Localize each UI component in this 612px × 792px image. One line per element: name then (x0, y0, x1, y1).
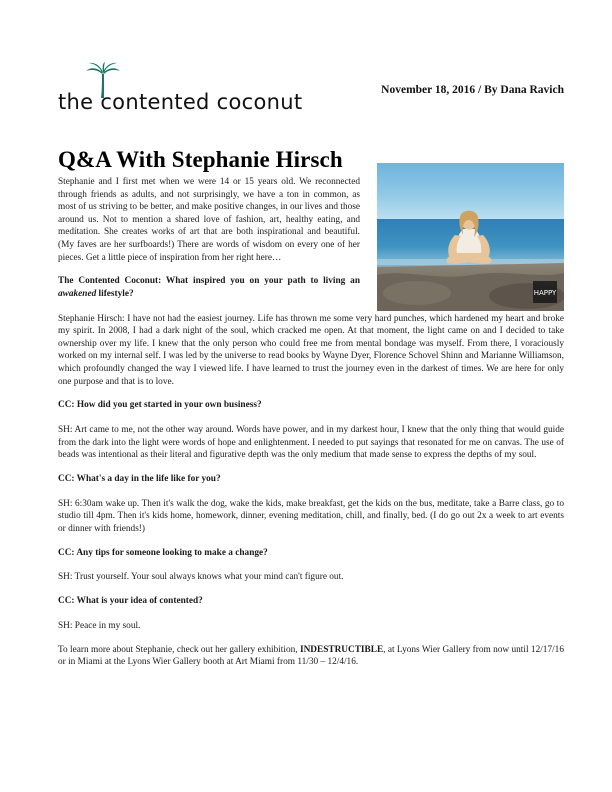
page-title: Q&A With Stephanie Hirsch (58, 147, 343, 173)
question-1-prefix: The Contented Coconut: What inspired you on your path to living an (58, 276, 360, 287)
question-2: CC: How did you get started in your own business? (58, 400, 262, 411)
closing-part-2: , at Lyons Wier Gallery from now until 12/17/16 or in Miami at the Lyons Wier Gallery booth at Art Miami from 11/30 – 12/4/16. (58, 644, 564, 668)
question-3: CC: What's a day in the life like for you? (58, 473, 221, 484)
svg-text:HAPPY: HAPPY (533, 289, 557, 297)
question-1 (58, 275, 360, 300)
answer-1: Stephanie Hirsch: I have not had the easiest journey. Life has thrown me some very hard punches, which hardened my heart and broke my spirit. In 2008, I had a dark night of the soul, which cracked me open. At that moment, the light came on and I decided to take ownership over my life. I knew that the only person who could free me from mental bondage was myself. From there, I voraciously worked on my internal self. I was led by the universe to read books by Wayne Dyer, Florence Schovel Shinn and Marianne Williamson, which profoundly changed the way I viewed life. I have learned to trust the journey even in the darkest of times. We are here for only one purpose and that is to love. (58, 313, 564, 387)
question-1-emphasis: awakened (58, 288, 97, 299)
exhibition-name: INDESTRUCTIBLE (299, 644, 384, 655)
site-header (58, 68, 564, 120)
intro-paragraph: Stephanie and I first met when we were 14 or 15 years old. We reconnected through friends as adults, and not surprisingly, we have a ton in common, as most of us striving to be better, and make positive changes, in our lives and those around us. Not to mention a shared love of fashion, art, healthy eating, and meditation. She creates works of art that are both inspirational and beautiful. (My faves are her surfboards!) There are words of wisdom on every one of her pieces. Get a little piece of inspiration from her right here… (58, 177, 360, 263)
question-4: CC: Any tips for someone looking to make a change? (58, 547, 268, 558)
closing-paragraph (58, 644, 564, 669)
question-1-suffix: lifestyle? (96, 288, 134, 299)
answer-3: SH: 6:30am wake up. Then it's walk the dog, wake the kids, make breakfast, get the kids on the bus, meditate, take a Barre class, go to studio till 4pm. Then it's kids home, homework, dinner, evening meditation, chill, and finally, bed. (I do go out 2x a week to art events or dinner with friends!) (58, 498, 564, 534)
answer-5: SH: Peace in my soul. (58, 620, 141, 631)
answer-4: SH: Trust yourself. Your soul always knows what your mind can't figure out. (58, 572, 344, 583)
article-byline: November 18, 2016 / By Dana Ravich (381, 84, 564, 96)
question-5: CC: What is your idea of contented? (58, 596, 203, 607)
answer-2: SH: Art came to me, not the other way around. Words have power, and in my darkest hour, I knew that the only thing that would guide from the dark into the light were words of hope and enlightenment. I needed to put sayings that resonated for me on canvas. The use of beads was intentional as their literal and figurative depth was the only medium that made sense to express the depths of my soul. (58, 425, 564, 461)
closing-part-1: To learn more about Stephanie, check out her gallery exhibition, (58, 644, 300, 655)
article-body (58, 176, 564, 680)
site-logo-text: the contented coconut (58, 90, 303, 114)
site-logo[interactable] (58, 68, 308, 120)
